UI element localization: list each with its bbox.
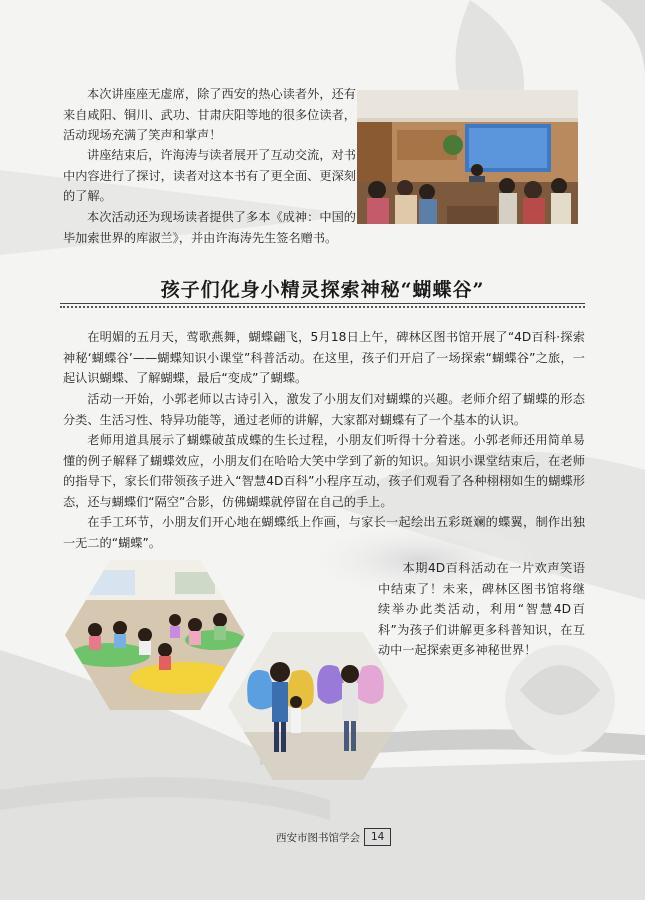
title-rule-dotted [60,306,585,308]
title-rule-top [60,303,585,304]
body-paragraph-2 [63,389,585,430]
body-text-3: 老师用道具展示了蝴蝶破茧成蝶的生长过程，小朋友们听得十分着迷。小郭老师还用简单易懂的例子解释了蝴蝶效应，小朋友们在哈哈大笑中学到了新的知识。知识小课堂结束后，在老师的指导下，家长们带领孩子进入“智慧4D百科”小程序互动，孩子们观看了各种栩栩如生的蝴蝶形态，还与蝴蝶们“隔空”合影，仿佛蝴蝶就停留在自己的手上。 [63,433,585,509]
page-footer [272,828,391,846]
body-text-4: 在手工环节，小朋友们开心地在蝴蝶纸上作画，与家长一起绘出五彩斑斓的蝶翼，制作出独一无二的“蝴蝶”。 [63,515,585,550]
section-title: 孩子们化身小精灵探索神秘“蝴蝶谷” [160,279,485,301]
intro-paragraph-1 [63,84,356,146]
page-number: 14 [364,828,391,846]
intro-paragraph-3 [63,207,356,248]
closing-paragraph [378,558,585,661]
intro-paragraph-2 [63,145,356,207]
intro-text-2: 讲座结束后，许海涛与读者展开了互动交流，对书中内容进行了探讨，读者对这本书有了更全面、更深刻的了解。 [63,148,356,203]
footer-org-name: 西安市图书馆学会 [276,832,360,844]
intro-text-3: 本次活动还为现场读者提供了多本《成神：中国的毕加索世界的库淑兰》，并由许海涛先生签名赠书。 [63,210,356,245]
intro-text-1: 本次讲座座无虚席，除了西安的热心读者外，还有来自咸阳、铜川、武功、甘肃庆阳等地的很多位读者，活动现场充满了笑声和掌声！ [63,87,356,142]
body-paragraph-1 [63,327,585,389]
body-text-1: 在明媚的五月天，莺歌燕舞，蝴蝶翩飞，5月18日上午，碑林区图书馆开展了“4D百科·探索神秘‘蝴蝶谷’——蝴蝶知识小课堂”科普活动。在这里，孩子们开启了一场探索“蝴蝶谷”之旅，一起认识蝴蝶、了解蝴蝶，最后“变成”了蝴蝶。 [63,330,585,385]
body-paragraph-4 [63,512,585,553]
lecture-photo [357,90,578,224]
body-paragraph-3 [63,430,585,512]
closing-text: 本期4D百科活动在一片欢声笑语中结束了！未来，碑林区图书馆将继续举办此类活动，利用“智慧4D百科”为孩子们讲解更多科普知识，在互动中一起探索更多神秘世界！ [378,561,585,657]
body-text-2: 活动一开始，小郭老师以古诗引入，激发了小朋友们对蝴蝶的兴趣。老师介绍了蝴蝶的形态分类、生活习性、特异功能等，通过老师的讲解，大家都对蝴蝶有了一个基本的认识。 [63,392,585,427]
